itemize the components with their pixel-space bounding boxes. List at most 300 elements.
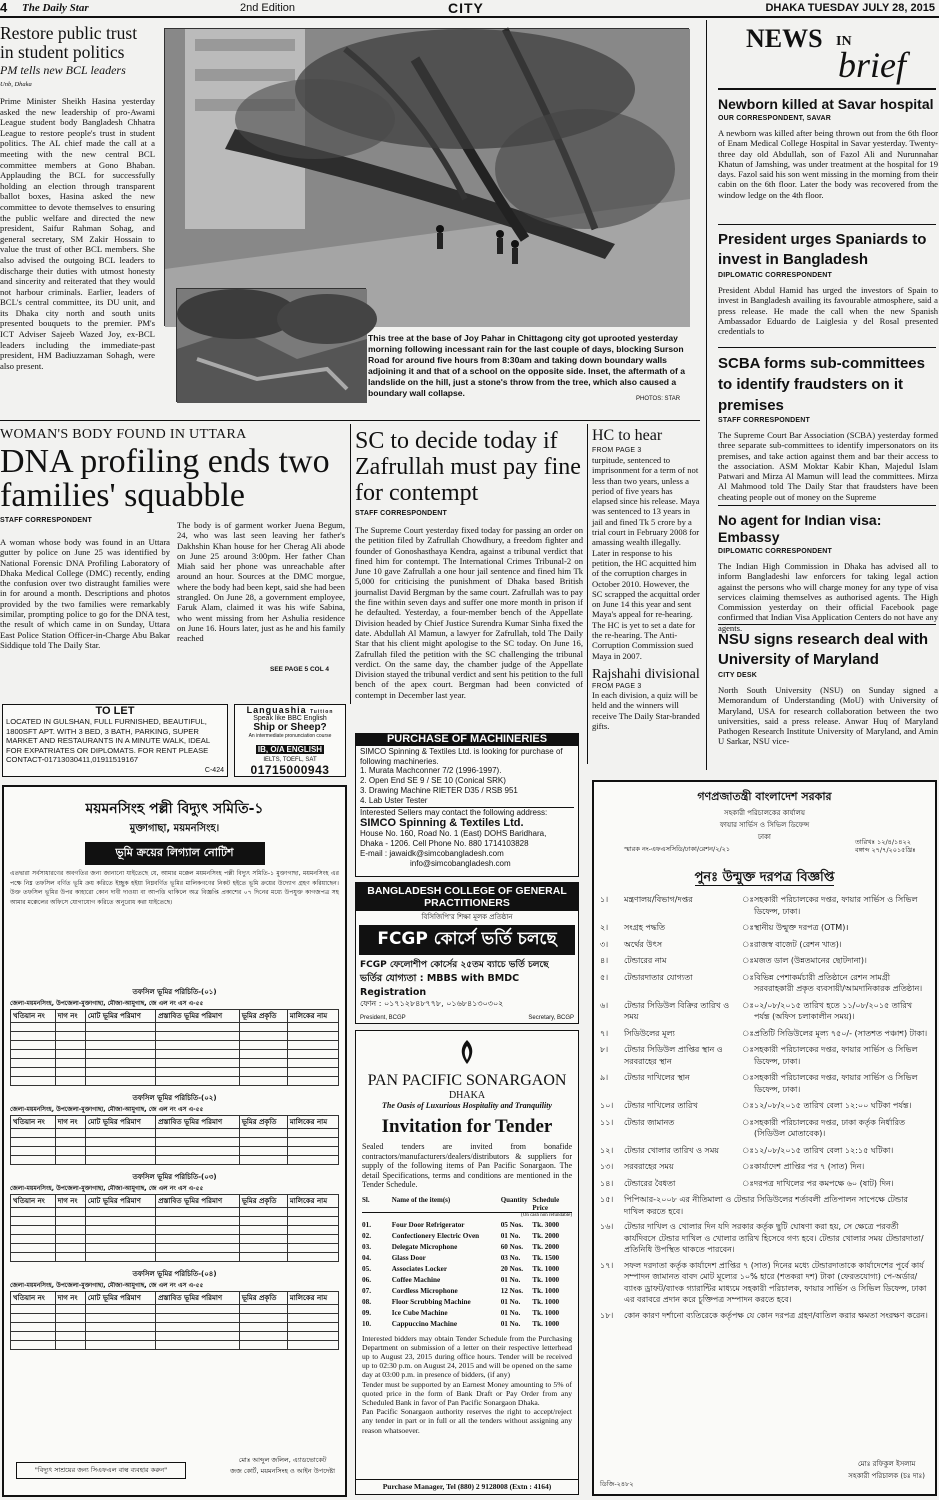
col-name: Name of the item(s) bbox=[391, 1195, 451, 1204]
tender-price: Tk. 2000 bbox=[532, 1231, 560, 1240]
story-bcl-headline: Restore public trust in student politics bbox=[0, 23, 138, 62]
ad-sonargaon-terms3: Pan Pacific Sonargaon authority reserves the right to accept/reject any tender in part or in full or all the tenders without assigning any reason whatsoever. bbox=[362, 1407, 572, 1435]
brief-byline: STAFF CORRESPONDENT bbox=[718, 417, 810, 424]
news-in-brief-masthead bbox=[718, 22, 938, 88]
schedule-cell bbox=[11, 1305, 56, 1314]
schedule-cell bbox=[55, 1341, 85, 1350]
schedule-cell bbox=[287, 1314, 338, 1323]
spec-label: সিডিউলের মূল্য bbox=[624, 1028, 675, 1038]
govt-title: গণপ্রজাতন্ত্রী বাংলাদেশ সরকার bbox=[697, 790, 832, 803]
schedule-cell bbox=[11, 1253, 56, 1262]
govt-sub2: ফায়ার সার্ভিস ও সিভিল ডিফেন্স bbox=[719, 821, 810, 829]
govt-signer-name: মোঃ রফিকুল ইসলাম bbox=[857, 1460, 916, 1468]
schedule-cell bbox=[156, 1077, 240, 1086]
schedule-cell bbox=[55, 1305, 85, 1314]
spec-value: দরপত্র দাখিলের পর কমপক্ষে ৬০ (ষাট) দিন। bbox=[754, 1178, 894, 1188]
schedule-header-cell: মালিকের নাম bbox=[287, 1195, 338, 1208]
tender-price: Tk. 2000 bbox=[532, 1242, 560, 1251]
tender-spec-row bbox=[594, 1145, 935, 1157]
spec-label: টেন্ডার সিডিউল প্রাপ্তির স্থান ও সরবরাহের স্থান bbox=[624, 1045, 723, 1066]
ad-palli-intro: এতদ্বারা সর্বসাধারণের অবগতির জন্য জানানো যাইতেছে যে, আমার মক্কেল ময়মনসিংহ পল্লী বিদ্যুৎ সমিতি-১ মুক্তাগাছা, ময়মনসিংহ এর পক্ষে নিম্ন তফসিল বর্ণিত ভূমি ক্রয় করিতে ইচ্ছুক হইয়া নিম্নবর্ণিত ভূমির মালিকগণের নিকট হইতে ভূমি ক্রয়ের উদ্যোগ গ্রহণ করিয়াছেন। উক্ত তফসিল ভূমির উপর কাহারো কোন দাবী দাওয়া বা আপত্তি থাকিলে অত্র বিজ্ঞপ্তি প্রকাশের ০৭ দিনের মধ্যে উপযুক্ত কাগজপত্র সহ আমার মক্কেলের অফিসে যোগাযোগ করিতে অনুরোধ করা যাইতেছে। bbox=[10, 870, 339, 906]
tender-row bbox=[362, 1308, 572, 1319]
ad-machineries-email2: info@simcobangladesh.com bbox=[410, 858, 511, 868]
masthead-in: IN bbox=[836, 34, 852, 49]
govt-signer bbox=[848, 1458, 925, 1482]
govt-code: ডিজি-২৪৮২ bbox=[600, 1480, 634, 1488]
schedule-header-cell: মোট ভূমির পরিমাণ bbox=[85, 1010, 155, 1023]
dateline: DHAKA TUESDAY JULY 28, 2015 bbox=[765, 2, 935, 14]
schedule-cell bbox=[156, 1341, 240, 1350]
ad-palli-slogan: "বিদ্যুৎ সাশ্রয়ের জন্য সিএফএল বাল্ব ব্যবহার করুন" bbox=[16, 1462, 186, 1479]
ad-machineries-contact: Interested Sellers may contact the following address: bbox=[360, 807, 574, 818]
schedule-cell bbox=[85, 1156, 155, 1165]
schedule-cell bbox=[11, 1208, 56, 1217]
tender-price: Tk. 1000 bbox=[532, 1264, 560, 1273]
schedule-cell bbox=[11, 1156, 56, 1165]
schedule-cell bbox=[239, 1323, 287, 1332]
ad-machineries-addr2: Dhaka - 1206. Cell Phone No. 880 1714103828 bbox=[360, 839, 529, 849]
brief-byline: DIPLOMATIC CORRESPONDENT bbox=[718, 548, 832, 555]
spec-number: ৬। bbox=[600, 1000, 609, 1010]
schedule-cell bbox=[287, 1147, 338, 1156]
schedule-cell bbox=[287, 1077, 338, 1086]
brief-byline: CITY DESK bbox=[718, 672, 758, 679]
schedule-header-cell: মোট ভূমির পরিমাণ bbox=[85, 1195, 155, 1208]
spec-value: প্রতিটি সিডিউলের মূল্য ৭৫০/- (সাতশত পঞ্চাশ) টাকা। bbox=[754, 1028, 928, 1038]
note-number: ১৮। bbox=[600, 1310, 614, 1320]
spec-colon: ঃ bbox=[742, 1101, 754, 1110]
schedule-cell bbox=[239, 1050, 287, 1059]
schedule-table bbox=[10, 1115, 339, 1165]
schedule-cell bbox=[156, 1208, 240, 1217]
schedule-header-cell: প্রস্তাবিত ভূমির পরিমাণ bbox=[156, 1292, 240, 1305]
ad-machineries-intro: SIMCO Spinning & Textiles Ltd. is looking for purchase of following machineries. bbox=[360, 746, 563, 766]
note-text: পিপিআর-২০০৮ এর নীতিমালা ও টেন্ডার সিডিউলের শর্তাবলী প্রতিপালন সাপেক্ষে টেন্ডার দাখিল করতে হবে। bbox=[624, 1195, 908, 1216]
ad-bcgp-line3: ভর্তির যোগ্যতা : MBBS with BMDC Registration bbox=[360, 973, 520, 998]
tender-qty: 01 No. bbox=[500, 1275, 521, 1284]
col-sl: Sl. bbox=[362, 1195, 370, 1204]
schedule-cell bbox=[287, 1059, 338, 1068]
schedule-cell bbox=[55, 1332, 85, 1341]
photo-caption: This tree at the base of Joy Pahar in Chittagong city got uprooted yesterday morning following incessant rain for the last couple of days, blocking Surson Road for around five hours from 8:30am and taking down boundary walls adjoining it and that of a school on the opposite side. Inset, the aftermath of a landslide on the hill, just a stone's throw from the tree, which also caused a boundary wall collapse. bbox=[368, 333, 686, 398]
schedule-cell bbox=[156, 1041, 240, 1050]
schedule-cell bbox=[55, 1253, 85, 1262]
spec-number: ১। bbox=[600, 895, 609, 904]
note-text: টেন্ডার দাখিল ও খোলার দিন যদি সরকার কর্তৃক ছুটি ঘোষণা করা হয়, সে ক্ষেত্রে পরবর্তী কার্যদিবসে টেন্ডার দাখিল ও খোলার তারিখ হিসেবে গণ্য হবে। টেন্ডার খোলার সময় টেন্ডারদাতা/প্রতিনিধি উপস্থিত থাকতে পারবেন। bbox=[624, 1222, 924, 1254]
spec-number: ১০। bbox=[600, 1101, 614, 1110]
spec-label: সংগ্রহ পদ্ধতি bbox=[624, 923, 666, 932]
land-schedule bbox=[4, 1090, 345, 1169]
story-rajshahi-body: In each division, a quiz will be held and the winners will receive The Daily Star-branded gifts. bbox=[592, 689, 700, 731]
spec-value: সহকারী পরিচালকের দপ্তর, ফায়ার সার্ভিস ও সিভিল ডিফেন্স, ঢাকা। bbox=[754, 895, 918, 916]
spec-label: টেন্ডারদাতার যোগ্যতা bbox=[624, 972, 693, 982]
ad-machineries-title: PURCHASE OF MACHINERIES bbox=[356, 734, 578, 746]
schedule-cell bbox=[55, 1023, 85, 1032]
schedule-cell bbox=[55, 1032, 85, 1041]
schedule-header-cell: মালিকের নাম bbox=[287, 1116, 338, 1129]
ad-bcgp-bn: বিসিজিপি'র শিক্ষা মূলক প্রতিষ্ঠান bbox=[421, 913, 513, 921]
schedule-cell bbox=[287, 1226, 338, 1235]
tender-sl: 10. bbox=[362, 1319, 371, 1328]
schedule-cell bbox=[11, 1138, 56, 1147]
tender-item: Cordless Microphone bbox=[391, 1286, 458, 1295]
spec-value: সহকারী পরিচালকের দপ্তর, ঢাকা কর্তৃক নির্ধারিত (সিডিউল মোতাবেক)। bbox=[754, 1117, 905, 1138]
brief-byline: DIPLOMATIC CORRESPONDENT bbox=[718, 272, 832, 279]
spec-number: ১১। bbox=[600, 1117, 614, 1127]
spec-value: ১২/০৮/২০১৫ তারিখ বেলা ১২:০০ ঘটিকা পর্যন্ত। bbox=[754, 1101, 912, 1110]
ad-languashia bbox=[234, 704, 346, 777]
land-schedule bbox=[4, 1169, 345, 1266]
schedule-cell bbox=[156, 1305, 240, 1314]
tender-item: Associates Locker bbox=[391, 1264, 448, 1273]
schedule-cell bbox=[156, 1050, 240, 1059]
schedule-cell bbox=[156, 1138, 240, 1147]
schedule-cell bbox=[239, 1305, 287, 1314]
tender-price: Tk. 1000 bbox=[532, 1286, 560, 1295]
schedule-title: তফসিল ভূমির পরিচিতি-(০২) bbox=[132, 1094, 217, 1102]
schedule-cell bbox=[156, 1244, 240, 1253]
ad-sonargaon-footer: Purchase Manager, Tel (880) 2 9128008 (Extn : 4164) bbox=[356, 1479, 578, 1491]
spec-colon: ঃ bbox=[742, 1028, 754, 1038]
spec-number: ৪। bbox=[600, 956, 609, 965]
schedule-cell bbox=[11, 1032, 56, 1041]
schedule-cell bbox=[239, 1129, 287, 1138]
schedule-location: জেলা-ময়মনসিংহ, উপজেলা-মুক্তাগাছা, মৌজা-আমুগাছ, জে এল নং এস এ-৫৫ bbox=[10, 1282, 204, 1289]
schedule-cell bbox=[287, 1235, 338, 1244]
spec-colon: ঃ bbox=[742, 972, 754, 982]
schedule-cell bbox=[156, 1217, 240, 1226]
spec-colon: ঃ bbox=[742, 1117, 754, 1127]
schedule-table bbox=[10, 1009, 339, 1086]
brief-title: SCBA forms sub-committees to identify fraudsters on it premises bbox=[718, 355, 925, 414]
edition-label: 2nd Edition bbox=[240, 2, 296, 14]
landslide-photo-graphic bbox=[177, 289, 367, 403]
ad-bcgp-title: BANGLADESH COLLEGE OF GENERAL PRACTITIONERS bbox=[356, 883, 578, 911]
spec-colon: ঃ bbox=[742, 1178, 754, 1188]
schedule-cell bbox=[239, 1023, 287, 1032]
ad-bcgp-secretary: Secretary, BCGP bbox=[528, 1015, 574, 1021]
machinery-item: 1. Murata Machconner 7/2 (1996-1997). bbox=[360, 766, 502, 776]
schedule-cell bbox=[287, 1032, 338, 1041]
brief-title: Newborn killed at Savar hospital bbox=[718, 96, 934, 112]
ad-palli-signer bbox=[230, 1455, 335, 1477]
tender-qty: 01 No. bbox=[500, 1231, 521, 1240]
schedule-cell bbox=[11, 1235, 56, 1244]
tender-qty: 20 Nos. bbox=[500, 1264, 524, 1273]
photo-credit: PHOTOS: STAR bbox=[636, 396, 681, 402]
tender-price: Tk. 1500 bbox=[532, 1253, 560, 1262]
spec-label: অর্থের উৎস bbox=[624, 939, 663, 949]
ad-palli-sub: মুক্তাগাছা, ময়মনসিংহ। bbox=[129, 823, 220, 834]
spec-label: টেন্ডার সিডিউল বিক্রির তারিখ ও সময় bbox=[624, 1000, 730, 1021]
schedule-cell bbox=[85, 1208, 155, 1217]
schedule-cell bbox=[287, 1050, 338, 1059]
spec-colon: ঃ bbox=[742, 1000, 754, 1010]
schedule-location: জেলা-ময়মনসিংহ, উপজেলা-মুক্তাগাছা, মৌজা-আমুগাছ, জে এল নং এস এ-৫৫ bbox=[10, 1185, 204, 1192]
schedule-cell bbox=[239, 1314, 287, 1323]
schedule-cell bbox=[11, 1314, 56, 1323]
spec-colon: ঃ bbox=[742, 956, 754, 965]
schedule-cell bbox=[85, 1253, 155, 1262]
brief-body: A newborn was killed after being thrown out from the 6th floor of Enam Medical College Hospital in Savar yesterday. Twenty-three day old Abdullah, son of Fazol Ali and Nurunnahar Khatun of Jamshing, was under treatment at the hospital for 19 days. Fazol said his son went missing in the morning from their cabin on the 6th floor. Later the body was recovered from the window ledge on the 4th floor. bbox=[718, 128, 938, 200]
ad-bcgp-line2: FCGP ফেলোশীপ কোর্সের ২৫তম ব্যাচে ভর্তি চলছে bbox=[360, 960, 549, 970]
schedule-cell bbox=[156, 1226, 240, 1235]
brief-title: No agent for Indian visa: Embassy bbox=[718, 512, 882, 545]
spec-colon: ঃ bbox=[742, 1145, 754, 1155]
schedule-title: তফসিল ভূমির পরিচিতি-(০৪) bbox=[132, 1270, 217, 1278]
tender-spec-row bbox=[594, 894, 935, 917]
schedule-header-cell: দাগ নং bbox=[55, 1116, 85, 1129]
spec-label: মন্ত্রণালয়/বিভাগ/দপ্তর bbox=[624, 895, 693, 904]
schedule-header-cell: খতিয়ান নং bbox=[11, 1292, 56, 1305]
schedule-cell bbox=[287, 1244, 338, 1253]
schedule-title: তফসিল ভূমির পরিচিতি-(০৩) bbox=[132, 1173, 217, 1181]
schedule-cell bbox=[55, 1226, 85, 1235]
paper-name: The Daily Star bbox=[22, 2, 89, 14]
story-sc-byline: STAFF CORRESPONDENT bbox=[355, 510, 447, 517]
tender-note-row bbox=[594, 1260, 935, 1306]
tender-price: Tk. 1000 bbox=[532, 1319, 560, 1328]
land-schedule bbox=[4, 1266, 345, 1354]
schedule-header-cell: ভূমির প্রকৃতি bbox=[239, 1116, 287, 1129]
tender-item: Cappuccino Machine bbox=[391, 1319, 458, 1328]
schedule-cell bbox=[85, 1023, 155, 1032]
ad-sonargaon-intro: Sealed tenders are invited from bonafide contractors/manufacturers/dealers/distributors & suppliers for supply of the following items of Pan Pacific Sonargaon. The detail Specifications, terms and conditions are mentioned in the Tender Schedule. bbox=[362, 1142, 572, 1189]
schedule-cell bbox=[287, 1208, 338, 1217]
ad-govt-tender bbox=[592, 780, 937, 1496]
spec-value: রাজস্ব বাজেট (রেশন খাত)। bbox=[754, 939, 842, 949]
schedule-cell bbox=[156, 1156, 240, 1165]
spec-number: ৭। bbox=[600, 1028, 609, 1038]
tender-row bbox=[362, 1231, 572, 1242]
tender-sl: 01. bbox=[362, 1220, 371, 1229]
note-text: সফল দরদাতা কর্তৃক কার্যাদেশ প্রাপ্তির ৭ (সাত) দিনের মধ্যে টেন্ডারদাতাকে কার্যাদেশের পূর্বে কার্য সম্পাদন জামানত বাবদ মোট মূল্যের ১০% হারে (শতকরা দশ) টাকা (ফেরতযোগ্য) পে-অর্ডার/ব্যাংক ড্রাফট/ব্যাংক গ্যারান্টির মাধ্যমে সহকারী পরিচালক, ফায়ার সার্ভিস ও সিভিল ডিফেন্স, ঢাকা এর বরাবরে প্রদান করে চুক্তিপত্র সম্পাদন করতে হবে। bbox=[624, 1260, 927, 1304]
schedule-cell bbox=[55, 1147, 85, 1156]
tender-price: Tk. 3000 bbox=[532, 1220, 560, 1229]
tender-table-body bbox=[362, 1220, 572, 1330]
schedule-cell bbox=[85, 1226, 155, 1235]
schedule-cell bbox=[85, 1138, 155, 1147]
ad-sonargaon bbox=[355, 1030, 579, 1495]
schedule-cell bbox=[287, 1332, 338, 1341]
schedule-cell bbox=[11, 1217, 56, 1226]
note-number: ১৫। bbox=[600, 1195, 614, 1204]
tender-price: Tk. 1000 bbox=[532, 1308, 560, 1317]
schedule-cell bbox=[239, 1217, 287, 1226]
schedule-cell bbox=[85, 1314, 155, 1323]
schedule-cell bbox=[287, 1217, 338, 1226]
tender-sl: 07. bbox=[362, 1286, 371, 1295]
col-price: Schedule Price bbox=[532, 1195, 560, 1212]
schedule-cell bbox=[55, 1208, 85, 1217]
schedule-cell bbox=[156, 1023, 240, 1032]
schedule-cell bbox=[239, 1032, 287, 1041]
schedule-header-cell: প্রস্তাবিত ভূমির পরিমাণ bbox=[156, 1010, 240, 1023]
schedule-cell bbox=[85, 1341, 155, 1350]
story-rajshahi-headline: Rajshahi divisional bbox=[592, 666, 700, 682]
tender-row bbox=[362, 1264, 572, 1275]
schedule-location: জেলা-ময়মনসিংহ, উপজেলা-মুক্তাগাছা, মৌজা-আমুগাছ, জে এল নং এস এ-৫৫ bbox=[10, 1000, 204, 1007]
tender-qty: 01 No. bbox=[500, 1297, 521, 1306]
story-dna-jump: SEE PAGE 5 COL 4 bbox=[270, 666, 330, 673]
schedule-header-cell: মালিকের নাম bbox=[287, 1292, 338, 1305]
tender-sl: 02. bbox=[362, 1231, 371, 1240]
tender-sl: 03. bbox=[362, 1242, 371, 1251]
schedule-cell bbox=[287, 1323, 338, 1332]
tender-sl: 08. bbox=[362, 1297, 371, 1306]
schedule-cell bbox=[156, 1332, 240, 1341]
tender-note-row bbox=[594, 1194, 935, 1217]
tender-price: Tk. 1000 bbox=[532, 1297, 560, 1306]
sonargaon-logo-icon bbox=[356, 1039, 578, 1070]
schedule-cell bbox=[239, 1059, 287, 1068]
schedule-cell bbox=[287, 1041, 338, 1050]
spec-label: টেন্ডারের বৈধতা bbox=[624, 1178, 676, 1188]
schedule-cell bbox=[156, 1323, 240, 1332]
schedule-cell bbox=[55, 1244, 85, 1253]
palli-signer-title: জজ কোর্ট, ময়মনসিংহ ও আইন উপদেষ্টা bbox=[230, 1467, 335, 1475]
tender-spec-row bbox=[594, 1000, 935, 1023]
main-photo bbox=[164, 28, 689, 326]
schedule-cell bbox=[55, 1077, 85, 1086]
brief-body: President Abdul Hamid has urged the investors of Spain to invest in Bangladesh availing its favourable atmosphere, said a press release. He made the call when the new Spanish Ambassador Eduardo de Laiglesia y del Rosal presented credentials to bbox=[718, 285, 938, 337]
spec-label: টেন্ডার দাখিলের তারিখ bbox=[624, 1101, 698, 1110]
schedule-cell bbox=[239, 1341, 287, 1350]
schedule-cell bbox=[239, 1156, 287, 1165]
ad-palli-biddyut bbox=[2, 785, 347, 1497]
ad-sonargaon-title: Invitation for Tender bbox=[381, 1116, 553, 1137]
schedule-cell bbox=[239, 1068, 287, 1077]
ad-sonargaon-city: DHAKA bbox=[448, 1090, 486, 1101]
govt-date: তারিখঃ ১২/৪/১৪২২ বঙ্গাব্দ ২৭/৭/২০১৫খ্রিঃ bbox=[855, 838, 916, 854]
schedule-cell bbox=[156, 1314, 240, 1323]
schedule-header-cell: ভূমির প্রকৃতি bbox=[239, 1292, 287, 1305]
tender-spec-row bbox=[594, 972, 935, 995]
schedule-cell bbox=[55, 1138, 85, 1147]
brief-item bbox=[718, 96, 938, 224]
story-sc bbox=[355, 428, 583, 708]
tender-spec-row bbox=[594, 1178, 935, 1190]
inset-photo bbox=[176, 288, 366, 402]
machinery-item: 4. Lab Uster Tester bbox=[360, 795, 428, 805]
tender-row bbox=[362, 1253, 572, 1264]
schedule-cell bbox=[156, 1129, 240, 1138]
brief-body: North South University (NSU) on Sunday signed a Memorandum of Understanding (MoU) with University of Maryland, USA for research collaboration between the two universities, said a press release. Anwar Huq of Maryland Pathogen Research Institute University of Maryland, and Amin U Sarkar, NSU vice- bbox=[718, 685, 938, 747]
schedule-cell bbox=[85, 1235, 155, 1244]
ad-palli-schedules bbox=[4, 984, 345, 1354]
schedule-header-cell: মোট ভূমির পরিমাণ bbox=[85, 1116, 155, 1129]
schedule-cell bbox=[11, 1059, 56, 1068]
spec-number: ৫। bbox=[600, 972, 609, 982]
ad-languashia-line1: Speak like BBC English bbox=[253, 715, 327, 722]
spec-value: মজত ডাল (উন্নতমানের ছোটদানা)। bbox=[754, 956, 867, 965]
page-header bbox=[0, 0, 939, 18]
story-bcl bbox=[0, 24, 155, 404]
palli-signer-name: মোঃ আব্দুল জলিল, এ্যাডভোকেট bbox=[238, 1456, 327, 1464]
tender-spec-row bbox=[594, 939, 935, 951]
spec-colon: ঃ bbox=[742, 895, 754, 904]
note-number: ১৭। bbox=[600, 1260, 614, 1270]
brief-item bbox=[718, 630, 938, 754]
govt-signer-title: সহকারী পরিচালক (চঃ দাঃ) bbox=[848, 1472, 925, 1480]
schedule-cell bbox=[287, 1305, 338, 1314]
spec-colon: ঃ bbox=[742, 1073, 754, 1082]
story-sc-body: The Supreme Court yesterday fixed today for passing an order on the petition filed by Zafrullah Chowdhury, a freedom fighter and founder of Gonoshasthaya Kendra, against a tribunal verdict that fined him for contempt. The International Crimes Tribunal-2 on June 10 gave Zafrullah a one hour jail sentence and fined him Tk 5,000 for criticising the punishment of Dhaka based British journalist David Bergman by the same court. Zafrullah was to pay the fine within seven days and suffer one more month in prison if he defaulted. Yesterday, a four-member bench of the Appellate Division headed by Chief Justice Surendra Kumar Sinha fixed the date. Abdullah Al Mamun, a lawyer for Zafrullah, told The Daily Star that his client might apologise to the SC today. On June 16, Zafrullah filed the petition with the SC challenging the tribunal verdict. On the same day, the chamber judge of the Appellate Division stayed the tribunal verdict and sent his petition to the full bench of the apex court. Bergman had been convicted of contempt in December last year. bbox=[355, 525, 583, 700]
schedule-cell bbox=[239, 1235, 287, 1244]
tender-sl: 05. bbox=[362, 1264, 371, 1273]
spec-number: ৩। bbox=[600, 939, 609, 949]
spec-colon: ঃ bbox=[742, 939, 754, 949]
schedule-header-cell: ভূমির প্রকৃতি bbox=[239, 1195, 287, 1208]
schedule-cell bbox=[287, 1253, 338, 1262]
govt-heading: পুনঃ উন্মুক্ত দরপত্র বিজ্ঞপ্তি bbox=[694, 870, 835, 885]
ad-languashia-brand: Languashia bbox=[246, 705, 307, 715]
brief-item bbox=[718, 512, 938, 633]
spec-number: ৯। bbox=[600, 1073, 609, 1082]
schedule-cell bbox=[85, 1050, 155, 1059]
story-hc bbox=[592, 427, 700, 767]
col-qty: Quantity bbox=[500, 1195, 528, 1204]
schedule-cell bbox=[55, 1050, 85, 1059]
schedule-cell bbox=[55, 1314, 85, 1323]
spec-colon: ঃ bbox=[742, 923, 754, 932]
masthead-news: NEWS bbox=[746, 24, 823, 53]
brief-body: The Indian High Commission in Dhaka has advised all to inform Bangladeshi law enforcers for taking legal action against the persons who will charge money for any type of visa services claiming themselves as authorised agents. The High Commission yesterday on their official Facebook page confirmed that Indian Visa Application Centers do not have any agents. bbox=[718, 561, 938, 633]
spec-number: ৮। bbox=[600, 1045, 609, 1054]
schedule-cell bbox=[55, 1156, 85, 1165]
spec-value: স্থানীয় উন্মুক্ত দরপত্র (OTM)। bbox=[754, 923, 849, 932]
tender-item: Ice Cube Machine bbox=[391, 1308, 448, 1317]
schedule-cell bbox=[85, 1323, 155, 1332]
ad-to-let-code: C-424 bbox=[204, 767, 224, 774]
schedule-cell bbox=[55, 1059, 85, 1068]
land-schedule bbox=[4, 984, 345, 1090]
spec-number: ২। bbox=[600, 923, 609, 932]
schedule-header-cell: মোট ভূমির পরিমাণ bbox=[85, 1292, 155, 1305]
schedule-cell bbox=[85, 1041, 155, 1050]
ad-to-let bbox=[2, 704, 228, 777]
schedule-cell bbox=[287, 1138, 338, 1147]
tender-item: Confectionery Electric Oven bbox=[391, 1231, 480, 1240]
tender-item: Four Door Refrigerator bbox=[391, 1220, 465, 1229]
tender-item: Glass Door bbox=[391, 1253, 426, 1262]
schedule-cell bbox=[239, 1332, 287, 1341]
schedule-cell bbox=[239, 1138, 287, 1147]
tender-price: Tk. 1000 bbox=[532, 1275, 560, 1284]
schedule-cell bbox=[85, 1032, 155, 1041]
machinery-item: 3. Drawing Machine RIETER D35 / RSB 951 bbox=[360, 785, 518, 795]
schedule-header-cell: দাগ নং bbox=[55, 1292, 85, 1305]
ad-machineries bbox=[355, 733, 579, 877]
ad-bcgp-big: FCGP কোর্সে ভর্তি চলছে bbox=[359, 925, 575, 955]
schedule-cell bbox=[11, 1041, 56, 1050]
schedule-cell bbox=[11, 1332, 56, 1341]
tender-row bbox=[362, 1242, 572, 1253]
spec-label: টেন্ডারের নাম bbox=[624, 956, 667, 965]
schedule-cell bbox=[239, 1077, 287, 1086]
tender-row bbox=[362, 1297, 572, 1308]
schedule-cell bbox=[287, 1341, 338, 1350]
ad-palli-title: ময়মনসিংহ পল্লী বিদ্যুৎ সমিতি-১ bbox=[85, 801, 264, 817]
tender-spec-row bbox=[594, 1117, 935, 1140]
tree-photo-graphic bbox=[165, 29, 690, 327]
tender-item: Coffee Machine bbox=[391, 1275, 441, 1284]
schedule-cell bbox=[156, 1032, 240, 1041]
tender-row bbox=[362, 1286, 572, 1297]
tender-qty: 05 Nos. bbox=[500, 1220, 524, 1229]
schedule-table bbox=[10, 1291, 339, 1350]
spec-value: ০২/০৮/২০১৫ তারিখ হতে ১১/০৮/২০১৫ তারিখ পর্যন্ত (অফিস চলাকালীন সময়)। bbox=[754, 1000, 913, 1021]
